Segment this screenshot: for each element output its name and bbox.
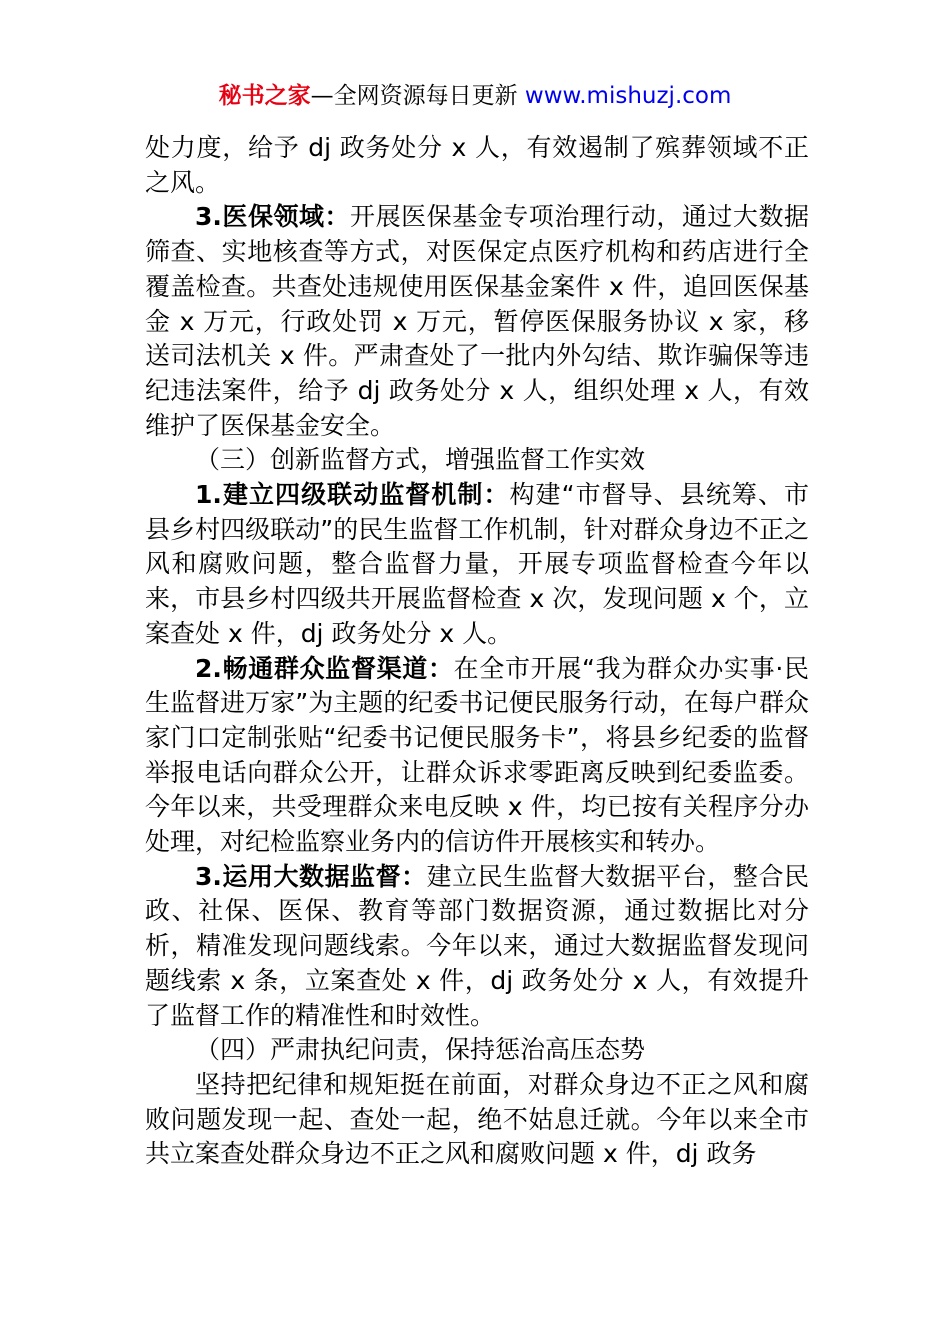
paragraph-lead: 1.建立四级联动监督机制： xyxy=(195,480,510,510)
paragraph-discipline xyxy=(145,1068,809,1172)
paragraph-four-level-mechanism xyxy=(145,478,809,652)
paragraph-text: 坚持把纪律和规矩挺在前面，对群众身边不正之风和腐败问题发现一起、查处一起，绝不姑息迁就。今年以来全市共立案查处群众身边不正之风和腐败问题 x 件，dj 政务 xyxy=(145,1069,809,1169)
header-tagline: —全网资源每日更新 xyxy=(310,83,518,109)
paragraph-text: 构建“市督导、县统筹、市县乡村四级联动”的民生监督工作机制，针对群众身边不正之风和腐败问题，整合监督力量，开展专项监督检查今年以来，市县乡村四级共开展监督检查 x 次，发现问题 x 个，立案查处 x 件，dj 政务处分 x 人。 xyxy=(145,480,809,648)
section-heading-3 xyxy=(145,443,809,478)
brand-name: 秘书之家 xyxy=(218,83,311,109)
paragraph-lead: 2.畅通群众监督渠道： xyxy=(195,653,454,683)
section-heading-4 xyxy=(145,1033,809,1068)
paragraph-lead: 3.医保领域： xyxy=(195,202,351,232)
paragraph-text: 建立民生监督大数据平台，整合民政、社保、医保、教育等部门数据资源，通过数据比对分析，精准发现问题线索。今年以来，通过大数据监督发现问题线索 x 条，立案查处 x 件，dj 政务处分 x 人，有效提升了监督工作的精准性和时效性。 xyxy=(145,861,809,1030)
paragraph-text: 处力度，给予 dj 政务处分 x 人，有效遏制了殡葬领域不正之风。 xyxy=(145,133,809,197)
paragraph-text: 开展医保基金专项治理行动，通过大数据筛查、实地核查等方式，对医保定点医疗机构和药店进行全覆盖检查。共查处违规使用医保基金案件 x 件，追回医保基金 x 万元，行政处罚 x 万元，暂停医保服务协议 x 家，移送司法机关 x 件。严肃查处了一批内外勾结、欺诈骗保等违纪违法案件，给予 dj 政务处分 x 人，组织处理 x 人，有效维护了医保基金安全。 xyxy=(145,202,809,440)
paragraph-lead: 3.运用大数据监督： xyxy=(195,861,427,891)
section-heading-text: （三）创新监督方式，增强监督工作实效 xyxy=(195,445,646,475)
paragraph-continuation xyxy=(145,131,809,200)
paragraph-public-supervision xyxy=(145,652,809,860)
paragraph-text: 在全市开展“我为群众办实事·民生监督进万家”为主题的纪委书记便民服务行动，在每户群众家门口定制张贴“纪委书记便民服务卡”，将县乡纪委的监督举报电话向群众公开，让群众诉求零距离反映到纪委监委。今年以来，共受理群众来电反映 x 件，均已按有关程序分办处理，对纪检监察业务内的信访件开展核实和转办。 xyxy=(145,653,809,857)
paragraph-medical-insurance xyxy=(145,200,809,443)
paragraph-big-data xyxy=(145,860,809,1034)
document-body xyxy=(145,131,809,1172)
site-url-link[interactable]: www.mishuzj.com xyxy=(524,83,732,109)
site-header xyxy=(0,80,950,112)
section-heading-text: （四）严肃执纪问责，保持惩治高压态势 xyxy=(195,1035,646,1065)
